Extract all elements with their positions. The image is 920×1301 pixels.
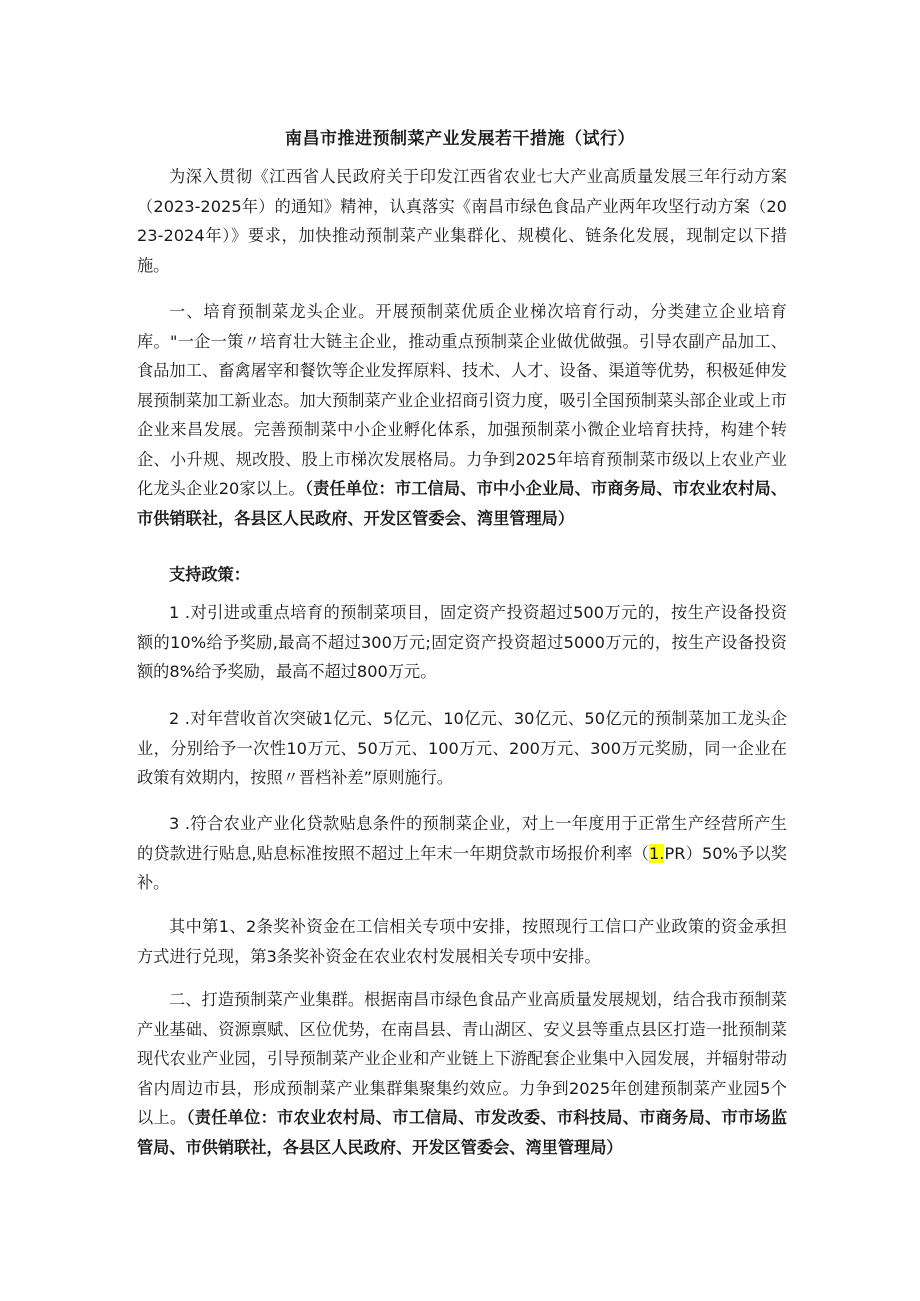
policy-item-3-text-end: PR）50%予以奖补。 <box>137 843 787 892</box>
policy-item-1: 1 .对引进或重点培育的预制菜项目，固定资产投资超过500万元的，按生产设备投资额的10%给予奖励,最高不超过300万元;固定资产投资超过5000万元的，按生产设备投资额的8%给予奖励，最高不超过800万元。 <box>137 603 787 681</box>
policy-heading: 支持政策： <box>169 565 250 584</box>
section-2-responsible-units: （责任单位：市农业农村局、市工信局、市发改委、市科技局、市商务局、市市场监管局、市供销联社，各县区人民政府、开发区管委会、湾里管理局） <box>137 1108 788 1157</box>
policy-item-3 <box>137 809 787 898</box>
section-2-paragraph <box>137 985 787 1162</box>
section-2-text: 二、打造预制菜产业集群。根据南昌市绿色食品产业高质量发展规划，结合我市预制菜产业基础、资源禀赋、区位优势，在南昌县、青山湖区、安义县等重点县区打造一批预制菜现代农业产业园，引导预制菜产业企业和产业链上下游配套企业集中入园发展，并辐射带动省内周边市县，形成预制菜产业集群集聚集约效应。力争到2025年创建预制菜产业园5个以上。 <box>137 990 787 1127</box>
intro-paragraph: 为深入贯彻《江西省人民政府关于印发江西省农业七大产业高质量发展三年行动方案（2023-2025年）的通知》精神，认真落实《南昌市绿色食品产业两年攻坚行动方案（2023-2024年）》要求，加快推动预制菜产业集群化、规模化、链条化发展，现制定以下措施。 <box>137 167 787 275</box>
highlighted-text: 1. <box>649 843 665 863</box>
funding-note-paragraph: 其中第1、2条奖补资金在工信相关专项中安排，按照现行工信口产业政策的资金承担方式进行兑现，第3条奖补资金在农业农村发展相关专项中安排。 <box>137 917 787 966</box>
section-1-text: 一、培育预制菜龙头企业。开展预制菜优质企业梯次培育行动，分类建立企业培育库。"一企一策〃培育壮大链主企业，推动重点预制菜企业做优做强。引导农副产品加工、食品加工、畜禽屠宰和餐饮等企业发挥原料、技术、人才、设备、渠道等优势，积极延伸发展预制菜加工新业态。加大预制菜产业企业招商引资力度，吸引全国预制菜头部企业或上市企业来昌发展。完善预制菜中小企业孵化体系，加强预制菜小微企业培育扶持，构建个转企、小升规、规改股、股上市梯次发展格局。力争到2025年培育预制菜市级以上农业产业化龙头企业20家以上。 <box>137 302 787 498</box>
section-1-paragraph <box>137 297 787 533</box>
policy-item-3-text: 3 .符合农业产业化贷款贴息条件的预制菜企业，对上一年度用于正常生产经营所产生的贷款进行贴息,贴息标准按照不超过上年末一年期贷款市场报价利率（ <box>137 814 787 863</box>
section-1-responsible-units: （责任单位：市工信局、市中小企业局、市商务局、市农业农村局、市供销联社，各县区人民政府、开发区管委会、湾里管理局） <box>137 479 787 528</box>
policy-item-2: 2 .对年营收首次突破1亿元、5亿元、10亿元、30亿元、50亿元的预制菜加工龙头企业，分别给予一次性10万元、50万元、100万元、200万元、300万元奖励，同一企业在政策有效期内，按照〃晋档补差”原则施行。 <box>137 709 787 787</box>
document-title: 南昌市推进预制菜产业发展若干措施（试行） <box>285 129 635 149</box>
